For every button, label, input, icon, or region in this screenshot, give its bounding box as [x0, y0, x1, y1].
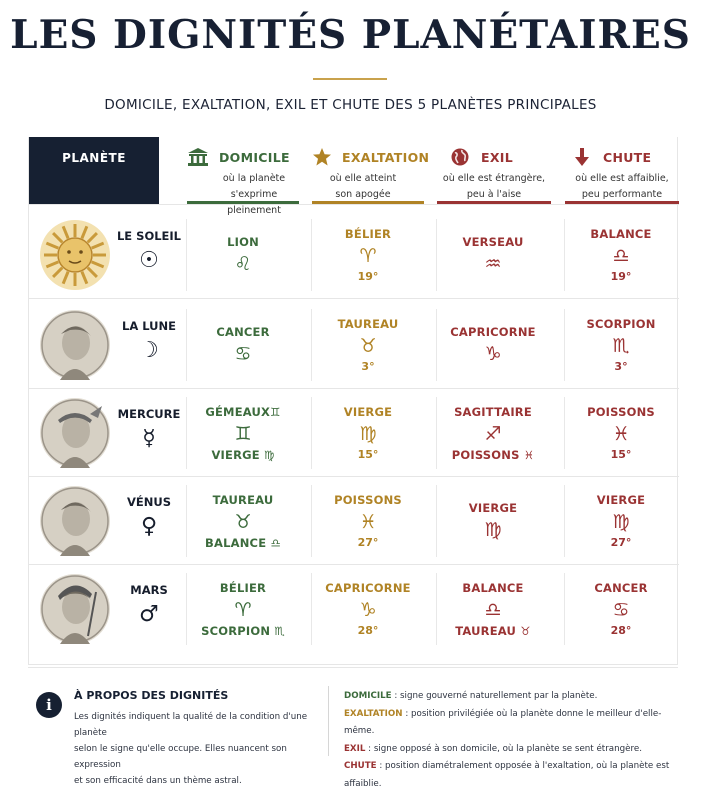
about-line: et son efficacité dans un thème astral.: [74, 776, 242, 786]
sign-degree: 27°: [610, 536, 632, 549]
cell-exaltation: [312, 571, 424, 647]
sun-face-portrait: [40, 220, 110, 290]
legend: [344, 688, 684, 793]
dignities-table: [28, 137, 678, 665]
sign-degree: 19°: [357, 270, 379, 283]
planet-symbol: ♂: [139, 602, 159, 627]
header-domicile-label: DOMICILE: [219, 149, 290, 165]
info-icon: i: [36, 692, 62, 718]
sign-name: CAPRICORNE: [325, 581, 411, 595]
planet-name: VÉNUS: [126, 495, 171, 509]
mars-portrait: [40, 574, 110, 644]
header-underline: [29, 204, 679, 205]
header-domicile-desc1: où la planète: [222, 173, 286, 184]
sign-name: CANCER: [216, 325, 270, 339]
cell-exaltation: [312, 217, 424, 293]
footer-divider: [28, 667, 678, 668]
table-row: [29, 211, 679, 299]
cell-exil: [437, 483, 549, 559]
sign-symbol: ♍: [612, 511, 630, 533]
sign-name: POISSONS ♓: [451, 448, 535, 462]
cell-exaltation: [312, 483, 424, 559]
sign-name: VERSEAU: [462, 235, 524, 249]
cell-chute: [565, 307, 677, 383]
header-exil-desc1: où elle est étrangère,: [442, 173, 546, 184]
sign-degree: 3°: [361, 360, 375, 373]
legend-item-domicile: DOMICILE : signe gouverné naturellement par la planète.: [344, 691, 598, 701]
title-rule: [313, 78, 387, 80]
sign-name: POISSONS: [587, 405, 655, 419]
cell-chute: [565, 571, 677, 647]
sign-symbol: ♑: [484, 343, 502, 365]
venus-portrait: [40, 486, 110, 556]
cell-domicile: [187, 307, 299, 383]
header-chute-label: CHUTE: [603, 149, 652, 165]
sign-name: VIERGE: [596, 493, 646, 507]
sign-name: TAUREAU: [212, 493, 274, 507]
sign-symbol: ♒: [484, 253, 502, 275]
table-row: [29, 389, 679, 477]
planet-symbol: ☽: [139, 338, 159, 363]
cell-exil: [437, 571, 549, 647]
cell-exil: [437, 217, 549, 293]
mercury-portrait: [40, 398, 110, 468]
legend-item-chute: CHUTE : position diamétralement opposée à l'exaltation, où la planète est affaiblie.: [344, 761, 670, 789]
sign-symbol: ♎: [484, 599, 502, 621]
header-exil-label: EXIL: [481, 149, 513, 165]
table-row: [29, 477, 679, 565]
sign-degree: 3°: [614, 360, 628, 373]
legend-item-exil: EXIL : signe opposé à son domicile, où la planète se sent étrangère.: [344, 743, 642, 754]
sign-symbol: ♍: [359, 423, 377, 445]
sign-degree: 15°: [357, 448, 379, 461]
sign-name: BALANCE ♎: [205, 536, 281, 550]
sign-name: SCORPION: [586, 317, 656, 331]
page-title: LES DIGNITÉS PLANÉTAIRES: [10, 12, 691, 58]
moon-face-portrait: [40, 310, 110, 380]
cell-domicile: [187, 395, 299, 471]
planet-symbol: ☉: [139, 248, 159, 273]
cell-exil: [437, 307, 549, 383]
table-row: [29, 565, 679, 653]
sign-name: CANCER: [594, 581, 648, 595]
about-line: Les dignités indiquent la qualité de la condition d'une planète: [74, 712, 308, 738]
sign-symbol: ♊: [234, 423, 252, 445]
sign-symbol: ♐: [484, 423, 502, 445]
sign-symbol: ♉: [359, 335, 377, 357]
sign-name: VIERGE ♍: [211, 448, 275, 462]
table-row: [29, 301, 679, 389]
sign-name: VIERGE: [468, 501, 518, 515]
sign-name: TAUREAU ♉: [455, 624, 531, 638]
sign-degree: 15°: [610, 448, 632, 461]
cell-exaltation: [312, 395, 424, 471]
sign-degree: 28°: [610, 624, 632, 637]
sign-name: BÉLIER: [219, 581, 267, 595]
temple-icon: [187, 147, 209, 167]
sign-name: BALANCE: [590, 227, 652, 241]
row-divider: [29, 298, 679, 299]
sign-symbol: ♉: [234, 511, 252, 533]
globe-icon: [449, 147, 471, 167]
header-chute-desc1: où elle est affaiblie,: [575, 173, 669, 184]
sign-symbol: ♈: [359, 245, 377, 267]
sign-symbol: ♋: [234, 343, 252, 365]
header-exaltation-desc2: son apogée: [335, 189, 391, 200]
cell-exaltation: [312, 307, 424, 383]
about-line: selon le signe qu'elle occupe. Elles nuancent son expression: [74, 744, 287, 770]
header-domicile: [187, 137, 299, 216]
about-text: [74, 709, 324, 789]
sign-name: CAPRICORNE: [450, 325, 536, 339]
sign-name: TAUREAU: [337, 317, 399, 331]
sign-name: GÉMEAUX♊: [205, 405, 281, 419]
cell-chute: [565, 217, 677, 293]
cell-domicile: [187, 483, 299, 559]
sign-degree: 27°: [357, 536, 379, 549]
legend-item-exaltation: EXALTATION : position privilégiée où la planète donne le meilleur d'elle-même.: [344, 708, 662, 736]
star-icon: [312, 147, 332, 167]
header-chute-desc2: peu performante: [581, 189, 663, 200]
sign-name: VIERGE: [343, 405, 393, 419]
header-exaltation: [312, 137, 430, 204]
down-arrow-icon: [571, 147, 593, 167]
header-exil-desc2: peu à l'aise: [466, 189, 522, 200]
about-title: À PROPOS DES DIGNITÉS: [74, 689, 229, 702]
planet-name: LE SOLEIL: [116, 229, 182, 243]
header-exil: [437, 137, 551, 204]
header-planet: PLANÈTE: [29, 137, 159, 204]
header-domicile-desc2: s'exprime pleinement: [227, 189, 281, 216]
sign-name: POISSONS: [334, 493, 402, 507]
cell-chute: [565, 483, 677, 559]
sign-symbol: ♌: [234, 253, 252, 275]
sign-symbol: ♑: [359, 599, 377, 621]
sign-symbol: ♓: [612, 423, 630, 445]
sign-symbol: ♎: [612, 245, 630, 267]
sign-name: BALANCE: [462, 581, 524, 595]
header-chute: [565, 137, 679, 204]
sign-name: LION: [227, 235, 259, 249]
sign-degree: 19°: [610, 270, 632, 283]
sign-symbol: ♈: [234, 599, 252, 621]
sign-name: SCORPION ♏: [201, 624, 285, 638]
planet-name: MERCURE: [117, 407, 181, 421]
cell-exil: [437, 395, 549, 471]
header-exaltation-label: EXALTATION: [342, 149, 430, 165]
sign-symbol: ♏: [612, 335, 630, 357]
sign-name: SAGITTAIRE: [454, 405, 532, 419]
planet-symbol: ☿: [142, 426, 156, 451]
planet-symbol: ♀: [140, 514, 158, 539]
cell-domicile: [187, 217, 299, 293]
sign-symbol: ♋: [612, 599, 630, 621]
page-subtitle: DOMICILE, EXALTATION, EXIL ET CHUTE DES 5 PLANÈTES PRINCIPALES: [104, 97, 597, 113]
planet-name: MARS: [130, 583, 168, 597]
cell-chute: [565, 395, 677, 471]
header-exaltation-desc1: où elle atteint: [329, 173, 397, 184]
footer-separator: [328, 686, 329, 756]
planet-name: LA LUNE: [122, 319, 176, 333]
sign-symbol: ♓: [359, 511, 377, 533]
sign-symbol: ♍: [484, 519, 502, 541]
cell-domicile: [187, 571, 299, 647]
sign-degree: 28°: [357, 624, 379, 637]
sign-name: BÉLIER: [344, 227, 392, 241]
